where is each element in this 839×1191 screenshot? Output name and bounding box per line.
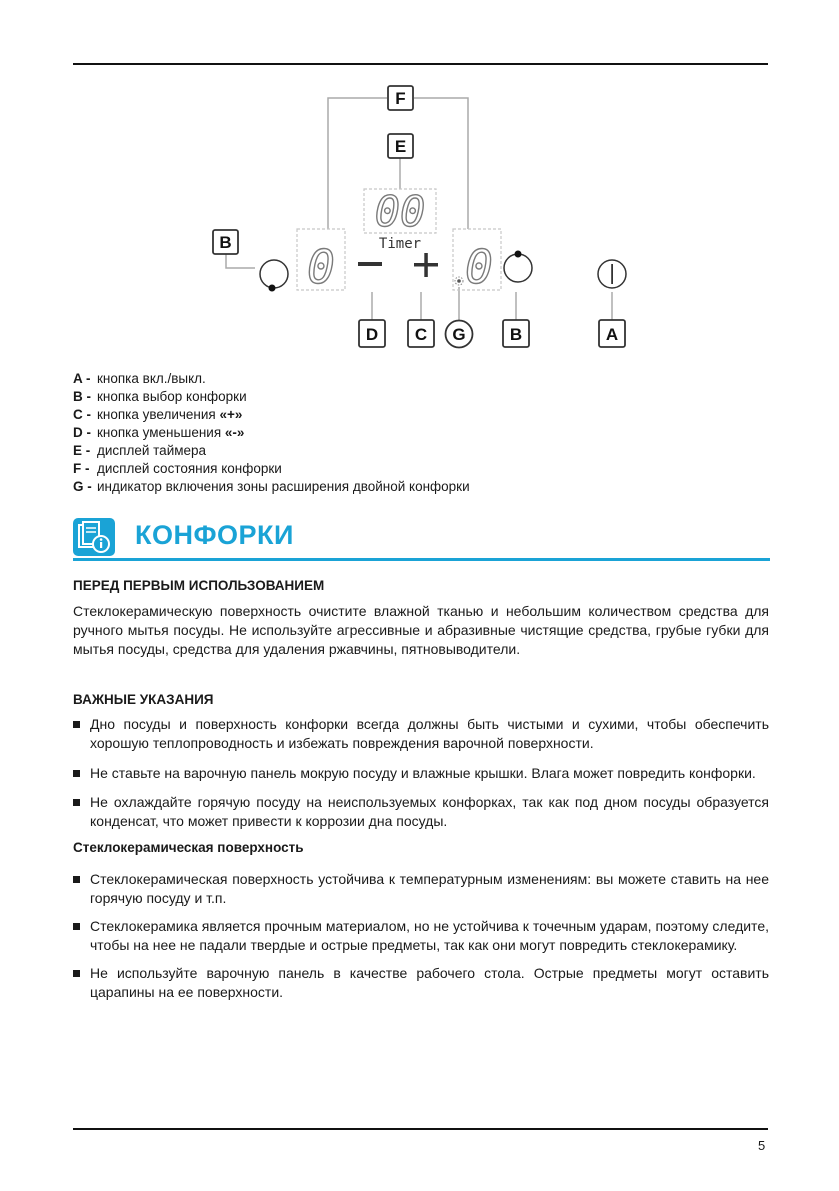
list-item: Не используйте варочную панель в качестве рабочего стола. Острые предметы могут оставить царапины на ее поверхности. xyxy=(73,964,769,1002)
minus-button[interactable] xyxy=(358,262,382,266)
list-item: Не охлаждайте горячую посуду на неиспользуемых конфорках, так как под дном посуды образуется конденсат, что может привести к коррозии дна посуды. xyxy=(73,793,769,831)
legend-item: D - кнопка уменьшения «-» xyxy=(73,425,245,440)
list-item: Не ставьте на варочную панель мокрую посуду и влажные крышки. Влага может повредить конфорки. xyxy=(73,764,769,783)
list-item: Стеклокерамика является прочным материалом, но не устойчива к точечным ударам, поэтому следите, чтобы на нее не падали твердые и острые предметы, так как они могут повредить стеклокерамику. xyxy=(73,917,769,955)
before-use-heading: ПЕРЕД ПЕРВЫМ ИСПОЛЬЗОВАНИЕМ xyxy=(73,578,325,593)
glass-ceramic-heading: Стеклокерамическая поверхность xyxy=(73,840,304,855)
left-zone-select-button[interactable] xyxy=(260,260,288,292)
label-a: A xyxy=(605,325,619,344)
knob-icon xyxy=(504,251,532,283)
right-zone-select-button[interactable] xyxy=(504,251,532,283)
left-zone-digit: 0 xyxy=(307,240,335,294)
legend-item: B - кнопка выбор конфорки xyxy=(73,389,247,404)
power-button[interactable] xyxy=(598,260,626,288)
power-icon xyxy=(598,260,626,288)
page-number: 5 xyxy=(758,1138,766,1153)
label-b-left: B xyxy=(219,233,232,252)
section-title: КОНФОРКИ xyxy=(135,520,294,550)
list-item: Дно посуды и поверхность конфорки всегда должны быть чистыми и сухими, чтобы обеспечить хорошую теплопроводность и избежать повреждения варочной поверхности. xyxy=(73,715,769,753)
legend xyxy=(73,370,470,496)
label-b-right: B xyxy=(509,325,523,344)
b-left-line xyxy=(226,253,255,268)
section-underline xyxy=(73,558,770,561)
plus-button[interactable] xyxy=(414,253,438,277)
important-heading: ВАЖНЫЕ УКАЗАНИЯ xyxy=(73,692,214,707)
label-g: G xyxy=(452,325,466,344)
minus-icon xyxy=(358,262,382,266)
list-item: Стеклокерамическая поверхность устойчива к температурным изменениям: вы можете ставить на нее горячую посуду и т.п. xyxy=(73,870,769,908)
legend-item: E - дисплей таймера xyxy=(73,443,207,458)
before-use-text: Стеклокерамическую поверхность очистите влажной тканью и небольшим количеством средства для ручного мытья посуды. Не используйте агрессивные и абразивные чистящие средства, грубые губки для мытья посуды, средства для удаления ржавчины, пятновыводители. xyxy=(73,603,769,657)
legend-item: A - кнопка вкл./выкл. xyxy=(73,371,206,386)
control-panel-diagram xyxy=(0,0,839,360)
knob-icon xyxy=(260,260,288,292)
right-zone-digit: 0 xyxy=(465,240,493,294)
info-document-icon xyxy=(73,518,115,556)
timer-label: Timer xyxy=(378,236,422,252)
label-c: C xyxy=(414,325,428,344)
double-zone-indicator xyxy=(455,277,463,285)
label-d: D xyxy=(365,325,379,344)
legend-item: C - кнопка увеличения «+» xyxy=(73,407,243,422)
legend-item: G - индикатор включения зоны расширения двойной конфорки xyxy=(73,479,470,494)
plus-icon xyxy=(414,253,438,277)
timer-digits: 00 xyxy=(374,187,426,236)
bottom-rule xyxy=(73,1128,768,1130)
legend-item: F - дисплей состояния конфорки xyxy=(73,461,282,476)
label-f: F xyxy=(395,89,406,108)
section-header xyxy=(73,516,770,562)
label-e: E xyxy=(394,137,407,156)
